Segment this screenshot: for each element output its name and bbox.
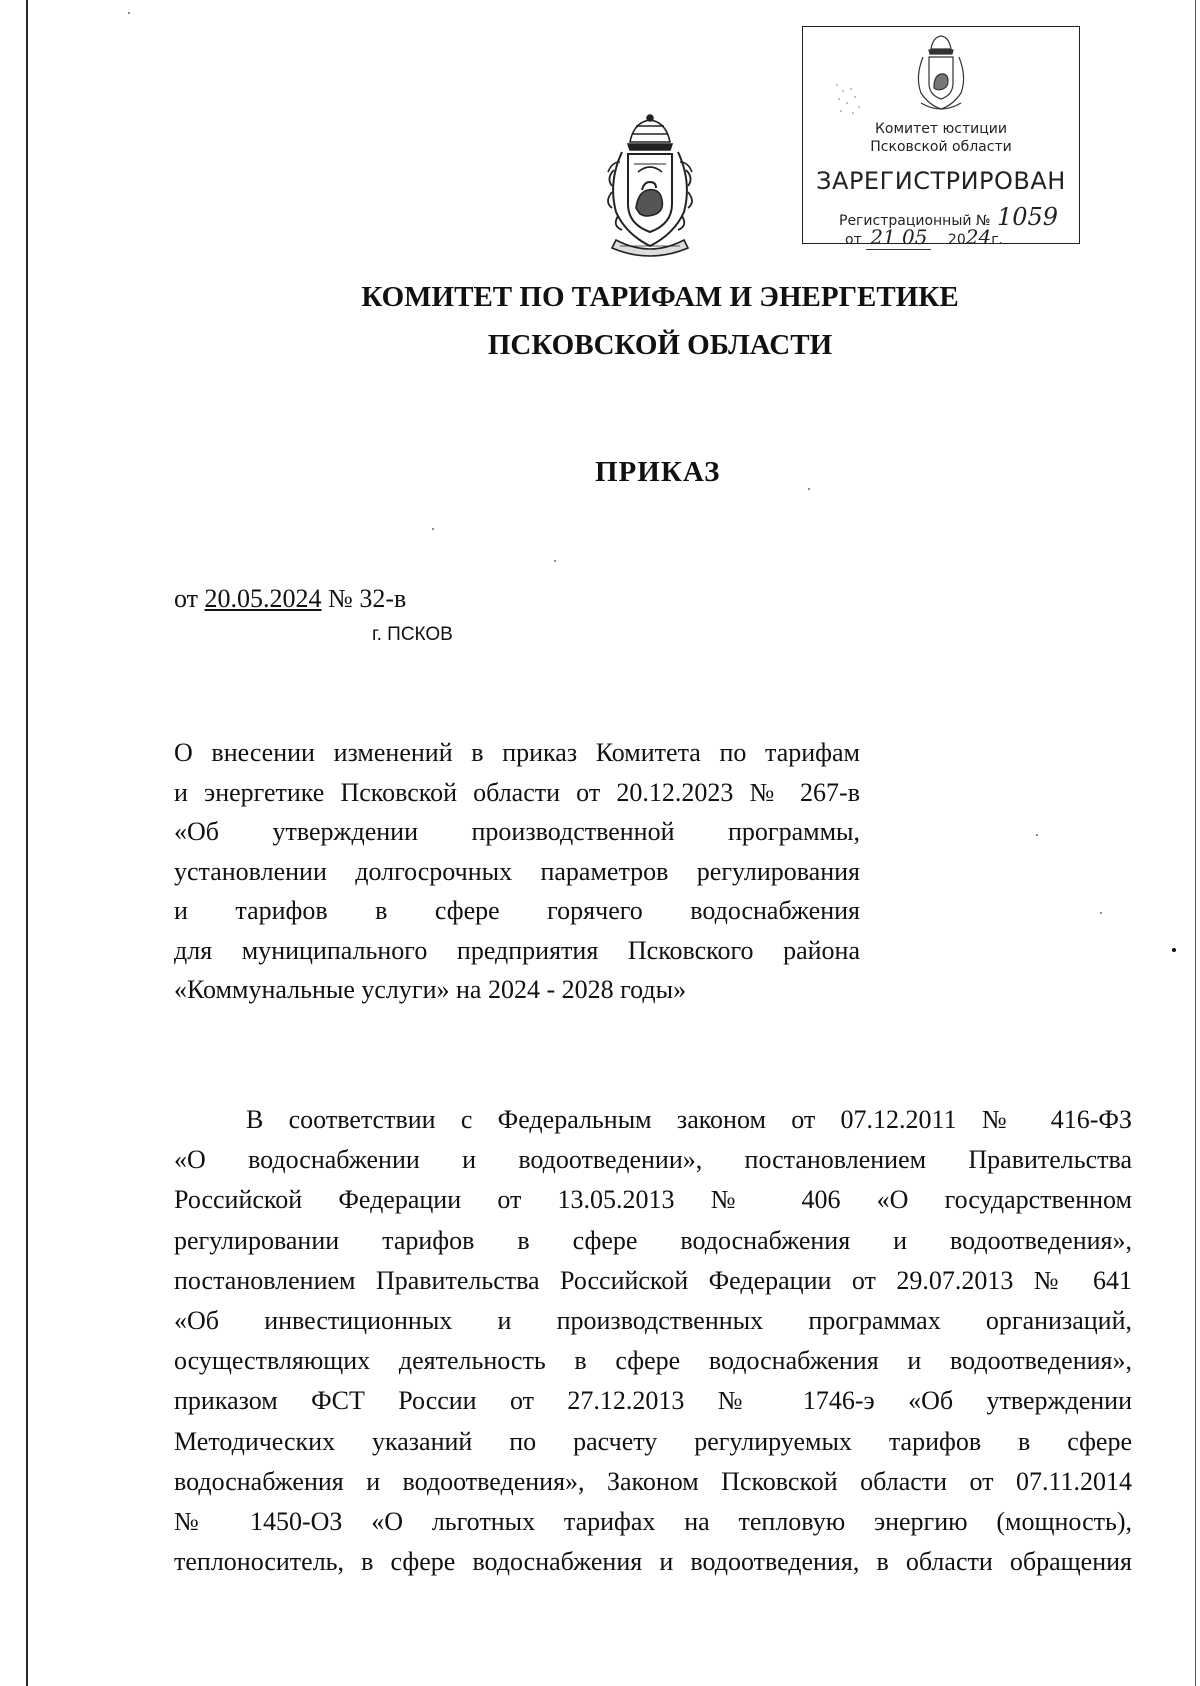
coat-of-arms-icon xyxy=(598,112,702,260)
scan-right-edge xyxy=(1195,0,1196,1686)
stamp-authority-line1: Комитет юстиции xyxy=(874,121,1007,137)
order-date-number xyxy=(174,584,406,614)
organization-title xyxy=(0,273,1200,369)
scan-speck xyxy=(1100,912,1102,914)
stamp-date-row xyxy=(845,225,1003,249)
body-line: регулировании тарифов в сфере водоснабжения и водоотведения», xyxy=(174,1225,1132,1255)
stamp-year-prefix: 20 xyxy=(947,232,966,248)
document-type-heading: ПРИКАЗ xyxy=(595,456,721,488)
subject-line: «Об утверждении производственной программы, xyxy=(174,817,860,846)
scan-speck xyxy=(128,12,130,14)
body-line: водоснабжения и водоотведения», Законом Псковской области от 07.11.2014 xyxy=(174,1466,1132,1496)
subject-line: установлении долгосрочных параметров регулирования xyxy=(174,856,860,886)
body-line: В соответствии с Федеральным законом от 07.12.2011 № 416-ФЗ xyxy=(246,1105,1132,1134)
body-line: приказом ФСТ России от 27.12.2013 № 1746-э «Об утверждении xyxy=(174,1386,1132,1416)
stamp-year-end: г. xyxy=(991,232,1003,248)
stamp-reg-number-value: 1059 xyxy=(996,203,1059,231)
stamp-date-handwritten: 21 05 xyxy=(866,225,931,250)
scan-speck xyxy=(808,488,810,490)
order-subject xyxy=(174,733,860,1010)
scan-left-edge xyxy=(26,0,28,1686)
body-line: «Об инвестиционных и производственных программах организаций, xyxy=(174,1306,1132,1336)
body-line: № 1450-ОЗ «О льготных тарифах на тепловую энергию (мощность), xyxy=(174,1507,1132,1537)
organization-title-line2: ПСКОВСКОЙ ОБЛАСТИ xyxy=(487,329,833,361)
subject-line: «Коммунальные услуги» на 2024 - 2028 годы» xyxy=(174,975,687,1004)
stamp-reg-number-label: Регистрационный № xyxy=(839,213,991,229)
order-date: 20.05.2024 xyxy=(204,584,322,613)
subject-line: О внесении изменений в приказ Комитета по тарифам xyxy=(174,738,860,767)
subject-line: и тарифов в сфере горячего водоснабжения xyxy=(174,896,860,925)
order-date-prefix: от xyxy=(174,584,199,613)
stamp-registered-label: ЗАРЕГИСТРИРОВАН xyxy=(816,167,1066,195)
subject-line: и энергетике Псковской области от 20.12.2023 № 267-в xyxy=(174,777,860,807)
body-line: Российской Федерации от 13.05.2013 № 406 «О государственном xyxy=(174,1185,1132,1215)
stamp-date-prefix: от xyxy=(845,232,862,248)
body-line: постановлением Правительства Российской Федерации от 29.07.2013 № 641 xyxy=(174,1265,1132,1295)
scan-speck xyxy=(432,528,434,530)
stamp-authority-line2: Псковской области xyxy=(870,139,1012,155)
order-city: г. ПСКОВ xyxy=(372,624,453,645)
order-number: № 32-в xyxy=(328,584,407,613)
organization-title-line1: КОМИТЕТ ПО ТАРИФАМ И ЭНЕРГЕТИКЕ xyxy=(361,281,959,313)
scan-speck xyxy=(1036,834,1038,836)
stamp-emblem-icon xyxy=(911,33,971,115)
stamp-year-handwritten: 24 xyxy=(965,225,992,249)
scan-speck xyxy=(1172,948,1176,952)
registration-stamp xyxy=(802,26,1080,249)
body-line: осуществляющих деятельность в сфере водоснабжения и водоотведения», xyxy=(174,1346,1132,1376)
order-body xyxy=(174,1100,1132,1582)
scan-speck xyxy=(554,560,556,562)
body-line: теплоноситель, в сфере водоснабжения и водоотведения, в области обращения xyxy=(174,1547,1132,1577)
subject-line: для муниципального предприятия Псковского района xyxy=(174,935,860,965)
body-line: Методических указаний по расчету регулируемых тарифов в сфере xyxy=(174,1426,1132,1456)
stamp-ink-marks xyxy=(833,81,863,121)
body-line: «О водоснабжении и водоотведении», постановлением Правительства xyxy=(174,1145,1132,1175)
